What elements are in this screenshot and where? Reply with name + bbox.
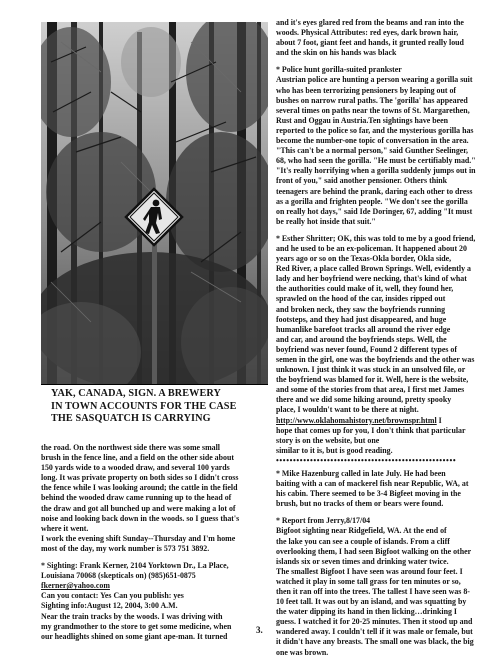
- text-line: Can you contact: Yes Can you publish: yes: [41, 591, 184, 601]
- caption-line: YAK, CANADA, SIGN. A BREWERY: [51, 388, 221, 399]
- text-line: years ago or so on the Texas-Okla border, Okla side,: [276, 254, 452, 264]
- text-line: the fence while I was looking around; the cattle in the field: [41, 483, 238, 493]
- text-line: * Police hunt gorilla-suited prankster: [276, 65, 402, 75]
- text-line: most of the day, my work number is 573 751 3892.: [41, 543, 210, 553]
- text-line: and some of the stories from that area, I first met James: [276, 385, 465, 395]
- text-line: Near the train tracks by the woods. I was driving with: [41, 611, 223, 621]
- text-line: the water dipping its hand in then licking…drinking I: [276, 607, 457, 617]
- text-line: lady and her boyfriend were necking, that's kind of what: [276, 274, 467, 284]
- text-line: and he used to be an ex-policeman. It happened about 20: [276, 243, 467, 253]
- text-line: teenagers are behind the prank, daring each other to dress: [276, 186, 473, 196]
- text-line: guess. I watched it for 20-25 minutes. Then it stood up and: [276, 617, 473, 627]
- text-line: 68, who had seen the gorilla. "He must be certifiably mad.": [276, 156, 476, 166]
- text-line: front of you," said another pensioner. Others think: [276, 176, 448, 186]
- text-line: behind the wooded draw came running up to the head of: [41, 493, 232, 503]
- text-line: * Esther Shritter; OK, this was told to me by a good friend,: [276, 233, 476, 243]
- text-line: and car, and around the boyfriends steps. Well, the: [276, 334, 447, 344]
- text-line: place, I wouldn't want to be there at night.: [276, 405, 419, 415]
- text-line: humanlike barefoot tracks all around the river edge: [276, 324, 451, 334]
- text-line: and it's eyes glared red from the beams and ran into the: [276, 18, 464, 27]
- text-line: "It's really horrifying when a gorilla suddenly jumps out in: [276, 166, 476, 176]
- text-line: I work the evening shift Sunday--Thursday and I'm home: [41, 533, 236, 543]
- text-line: reported to the police so far, and the mysterious gorilla has: [276, 125, 474, 135]
- text-line: on really hot days," said Ide Doringer, 67, adding "It must: [276, 206, 473, 216]
- forest-photo: [41, 22, 268, 438]
- text-line: one was brown.: [276, 647, 329, 657]
- text-line: then it ran off into the trees. The tallest I have seen was 8-: [276, 586, 470, 596]
- text-line: about 7 foot, giant feet and hands, it grunted really loud: [276, 38, 464, 48]
- text-line: our headlights shined on some giant ape-man. It turned: [41, 631, 228, 641]
- text-line: brush in the fence line, and a field on the other side about: [41, 453, 234, 463]
- text-line: where it went.: [41, 523, 89, 533]
- sasquatch-sign-photo: [41, 22, 268, 438]
- text-line: Rust and Oggau in Austria.Ten sightings have been: [276, 115, 449, 125]
- text-line: Sighting info:August 12, 2004, 3:00 A.M.: [41, 601, 178, 611]
- text-line: sprawled on the hood of the car, insides ripped out: [276, 294, 446, 304]
- text-line: become the number-one topic of conversation in the area.: [276, 136, 469, 146]
- text-line: the draw and got all bunched up and were making a lot of: [41, 503, 236, 513]
- text-line: it didn't have any breasts. The small one was black, the big: [276, 637, 474, 647]
- text-line: bushes on narrow rural paths. The 'gorilla' has appeared: [276, 95, 468, 105]
- text-line: baiting with a can of mackerel fish near Republic, WA, at: [276, 479, 469, 489]
- text-line: noise and looking back down in the woods. so I guess that's: [41, 513, 240, 523]
- text-line: 150 yards wide to a wooded draw, and several 100 yards: [41, 463, 230, 473]
- caption-line: IN TOWN ACCOUNTS FOR THE CASE: [51, 400, 237, 412]
- email-link[interactable]: fkerner@yahoo.com: [41, 581, 110, 591]
- text-line: the road. On the northwest side there was some small: [41, 443, 220, 452]
- text-line: Austrian police are hunting a person wearing a gorilla suit: [276, 75, 473, 85]
- text-line: Louisiana 70068 (skepticals on) (985)651-0875: [41, 571, 196, 581]
- text-line: there and we did some hiking around, pretty spooky: [276, 395, 452, 405]
- text-line: be really hot inside that suit.": [276, 216, 376, 226]
- text-line: unknown. I just think it was stuck in an unsolved file, or: [276, 365, 466, 375]
- text-line: boyfriend was never found, Found 2 different types of: [276, 344, 457, 354]
- page-number: 3.: [256, 625, 263, 635]
- text-line: semen in the girl, one was the boyfriends and the other was: [276, 355, 475, 364]
- photo-caption: [41, 384, 268, 438]
- text-line: 10 feet tall. It was out by an island, and was squatting by: [276, 597, 467, 607]
- text-line: the authorities could make of it, well, they found her,: [276, 284, 454, 294]
- website-link[interactable]: http://www.oklahomahistory.net/brownspr.html: [276, 415, 437, 425]
- caption-line: THE SASQUATCH IS CARRYING: [51, 413, 211, 425]
- text-line: Bigfoot sighting near Ridgefield, WA. At the end of: [276, 526, 447, 536]
- text-line: watched it play in some tall grass for ten minutes or so,: [276, 576, 461, 586]
- text-line: his cabin. There seemed to be 3-4 Bigfeet moving in the: [276, 489, 461, 499]
- text-line: long. It was private property on both sides so I didn't cross: [41, 473, 239, 483]
- text-line: my grandmother to the store to get some medicine, when: [41, 621, 232, 631]
- text-line: * Sighting: Frank Kerner, 2104 Yorktown Dr., La Place,: [41, 561, 229, 571]
- text-line: and the skin on his hands was black: [276, 48, 397, 58]
- text-line: who has been terrorizing pensioners by leaping out of: [276, 85, 457, 95]
- text-line: * Report from Jerry,8/17/04: [276, 516, 371, 526]
- text-line: similar to it is, but is good reading.: [276, 445, 393, 455]
- text-line: * Mike Hazenburg called in late July. He had been: [276, 468, 446, 478]
- text-line: "This can't be a normal person," said Gunther Seelinger,: [276, 146, 469, 156]
- text-line: overlooking them, I had seen Bigfoot walking on the other: [276, 546, 472, 556]
- text-line: hope that comes up for you, I don't think that particular: [276, 425, 466, 435]
- text-line: and broken neck, they saw the boyfriends running: [276, 304, 446, 314]
- dotted-divider: •••••••••••••••••••••••••••••••••••••••••••••••••••••: [276, 455, 457, 465]
- text-line: as a gorilla and frighten people. "We don't see the gorilla: [276, 196, 468, 206]
- text-line: several times on paths near the towns of St. Margarethen,: [276, 105, 470, 115]
- text-line: the boyfriend was blamed for it. Well, here is the website,: [276, 375, 469, 385]
- text-line: the lake you can see a couple of islands. From a cliff: [276, 536, 450, 546]
- text-line: woods. Physical Attributes: red eyes, dark brown hair,: [276, 28, 459, 38]
- website-line: [276, 416, 488, 426]
- text-line: story is on the website, but one: [276, 435, 380, 445]
- left-column: [41, 443, 271, 642]
- text-line: islands six or seven times and drinking water twice.: [276, 556, 449, 566]
- text-line: The smallest Bigfoot I have seen was around four feet. I: [276, 566, 463, 576]
- right-column: [276, 18, 488, 658]
- text-line: wandered away. I couldn't tell if it was male or female, but: [276, 627, 473, 637]
- text-line: Red River, a place called Brown Springs. Well, evidently a: [276, 264, 471, 274]
- text-line: brush, but no tracks of them or bears were found.: [276, 499, 444, 509]
- website-suffix: I: [436, 415, 442, 425]
- text-line: footsteps, and they had just disappeared, and huge: [276, 314, 447, 324]
